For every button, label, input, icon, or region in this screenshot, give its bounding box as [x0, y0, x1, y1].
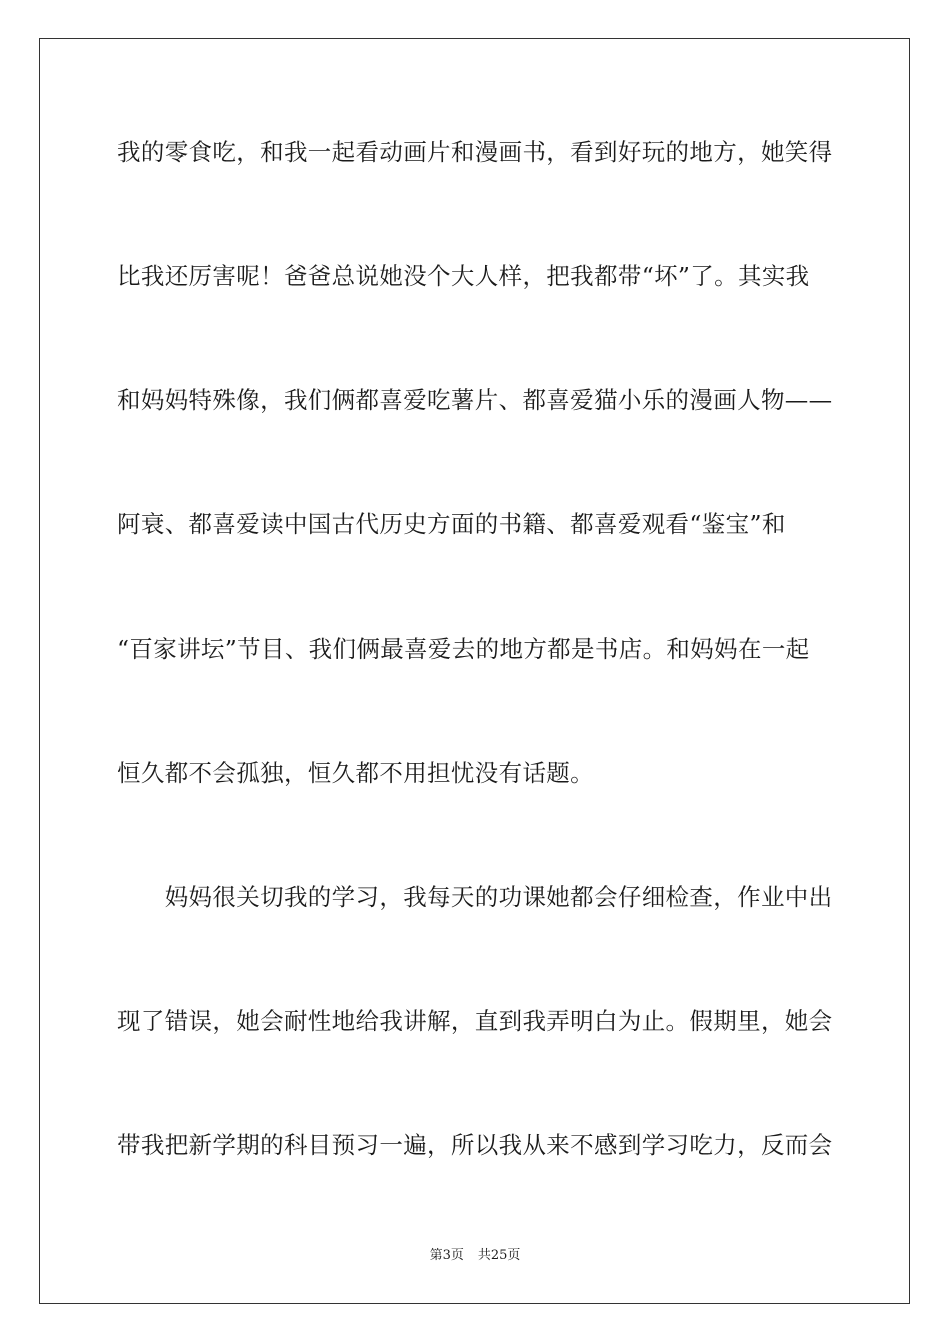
text-line: 比我还厉害呢！爸爸总说她没个大人样，把我都带“坏”了。其实我: [117, 262, 810, 290]
text-line: 妈妈很关切我的学习，我每天的功课她都会仔细检查，作业中出: [117, 883, 833, 911]
text-line: 现了错误，她会耐性地给我讲解，直到我弄明白为止。假期里，她会: [117, 1007, 833, 1035]
text-line: 带我把新学期的科目预习一遍，所以我从来不感到学习吃力，反而会: [117, 1131, 833, 1159]
text-line: 阿衰、都喜爱读中国古代历史方面的书籍、都喜爱观看“鉴宝”和: [117, 510, 786, 538]
page-footer: [0, 1247, 950, 1265]
text-line: 恒久都不会孤独，恒久都不用担忧没有话题。: [117, 759, 594, 787]
page-border: [39, 38, 910, 1304]
page-number: 第3页: [429, 1248, 464, 1263]
text-line: 我的零食吃，和我一起看动画片和漫画书，看到好玩的地方，她笑得: [117, 138, 833, 166]
text-line: “百家讲坛”节目、我们俩最喜爱去的地方都是书店。和妈妈在一起: [117, 635, 810, 663]
total-pages: 共25页: [477, 1248, 521, 1263]
text-line: 和妈妈特殊像，我们俩都喜爱吃薯片、都喜爱猫小乐的漫画人物——: [117, 386, 833, 414]
